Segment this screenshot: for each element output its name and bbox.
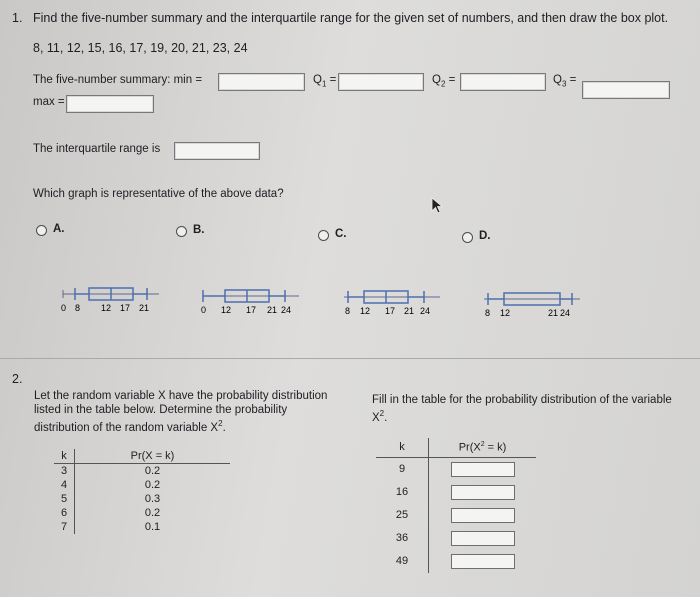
table-cell-pr: 0.1 xyxy=(144,521,161,533)
option-b-radio[interactable] xyxy=(176,226,187,237)
table-cell-k: 9 xyxy=(376,457,429,481)
table-cell-pr: 0.2 xyxy=(144,465,161,477)
option-a-radio[interactable] xyxy=(36,225,47,236)
tick-label: 0 xyxy=(201,305,207,315)
max-input[interactable] xyxy=(66,95,154,113)
question-divider xyxy=(0,358,700,359)
tick-label: 12 xyxy=(360,306,371,316)
tick-label: 8 xyxy=(345,306,351,316)
q2-input[interactable] xyxy=(460,73,546,91)
q2-label: $Q_2$ = xyxy=(432,74,456,89)
option-b-label: B. xyxy=(193,224,205,236)
tick-label: 12 xyxy=(101,303,112,313)
probability-input[interactable] xyxy=(451,462,515,477)
q2-right-prompt-line1: Fill in the table for the probability distribution of the variable xyxy=(372,394,672,406)
probability-cell xyxy=(429,527,537,550)
option-b-box-plot xyxy=(195,282,305,318)
tick-label: 24 xyxy=(420,306,431,316)
header-k: k xyxy=(376,438,429,457)
tick-label: 12 xyxy=(500,308,511,318)
header-pr: Pr(X = k) xyxy=(75,449,231,464)
tick-label: 17 xyxy=(246,305,257,315)
iqr-input[interactable] xyxy=(174,142,260,160)
probability-input[interactable] xyxy=(451,531,515,546)
graph-question: Which graph is representative of the above data? xyxy=(33,188,284,200)
table-cell-k: 25 xyxy=(376,504,429,527)
q2-right-prompt-line2: $X^2$. xyxy=(372,409,388,424)
iqr-label: The interquartile range is xyxy=(33,143,161,155)
table-cell-k: 16 xyxy=(376,481,429,504)
tick-label: 12 xyxy=(221,305,232,315)
question-1-prompt: Find the five-number summary and the interquartile range for the given set of numbers, and then draw the box plot. xyxy=(33,11,669,25)
table-cell-pr: 0.2 xyxy=(144,479,161,491)
tick-label: 21 xyxy=(548,308,559,318)
option-d-radio[interactable] xyxy=(462,232,473,243)
q1-input[interactable] xyxy=(338,73,424,91)
header-k: k xyxy=(54,449,75,464)
tick-label: 17 xyxy=(120,303,131,313)
q2-left-prompt-line1: Let the random variable X have the probability distribution xyxy=(34,390,328,402)
table-cell-k: 3 xyxy=(54,464,75,479)
number-set: 8, 11, 12, 15, 16, 17, 19, 20, 21, 23, 24 xyxy=(33,41,248,55)
option-c-label: C. xyxy=(335,228,347,240)
tick-label: 8 xyxy=(485,308,491,318)
option-c-box-plot xyxy=(340,283,450,319)
tick-label: 24 xyxy=(281,305,292,315)
max-label: max = xyxy=(33,96,65,108)
option-c-radio[interactable] xyxy=(318,230,329,241)
table-cell-pr: 0.3 xyxy=(144,493,161,505)
table-cell-pr: 0.2 xyxy=(144,507,161,519)
question-2-number: 2. xyxy=(12,372,23,386)
x-distribution-table xyxy=(54,449,230,534)
probability-cell xyxy=(429,481,537,504)
probability-input[interactable] xyxy=(451,485,515,500)
tick-label: 8 xyxy=(75,303,81,313)
probability-cell xyxy=(429,550,537,573)
five-number-summary-label: The five-number summary: min = xyxy=(33,74,203,86)
probability-cell xyxy=(429,504,537,527)
x-squared-distribution-table xyxy=(376,438,536,573)
tick-label: 21 xyxy=(267,305,278,315)
option-a-box-plot xyxy=(55,280,165,316)
option-a-label: A. xyxy=(53,223,65,235)
q3-input[interactable] xyxy=(582,81,670,99)
q2-left-prompt-line2: listed in the table below. Determine the probability xyxy=(34,404,288,416)
tick-label: 21 xyxy=(139,303,150,313)
option-d-box-plot xyxy=(480,285,590,321)
tick-label: 0 xyxy=(61,303,67,313)
q1-label: $Q_1$ = xyxy=(313,74,337,89)
table-cell-k: 6 xyxy=(54,506,75,520)
mouse-cursor-icon xyxy=(430,196,444,214)
q2-left-prompt-line3: distribution of the random variable $X^2$. xyxy=(34,419,226,434)
table-cell-k: 7 xyxy=(54,520,75,534)
min-input[interactable] xyxy=(218,73,305,91)
q3-label: $Q_3$ = xyxy=(553,74,577,89)
probability-input[interactable] xyxy=(451,554,515,569)
table-cell-k: 36 xyxy=(376,527,429,550)
header-pr-x-squared: $Pr(X^2 = k)$ xyxy=(429,438,537,457)
table-cell-k: 5 xyxy=(54,492,75,506)
tick-label: 17 xyxy=(385,306,396,316)
probability-input[interactable] xyxy=(451,508,515,523)
question-1-number: 1. xyxy=(12,11,23,25)
tick-label: 24 xyxy=(560,308,571,318)
option-d-label: D. xyxy=(479,230,491,242)
table-cell-k: 4 xyxy=(54,478,75,492)
table-cell-k: 49 xyxy=(376,550,429,573)
probability-cell xyxy=(429,457,537,481)
tick-label: 21 xyxy=(404,306,415,316)
